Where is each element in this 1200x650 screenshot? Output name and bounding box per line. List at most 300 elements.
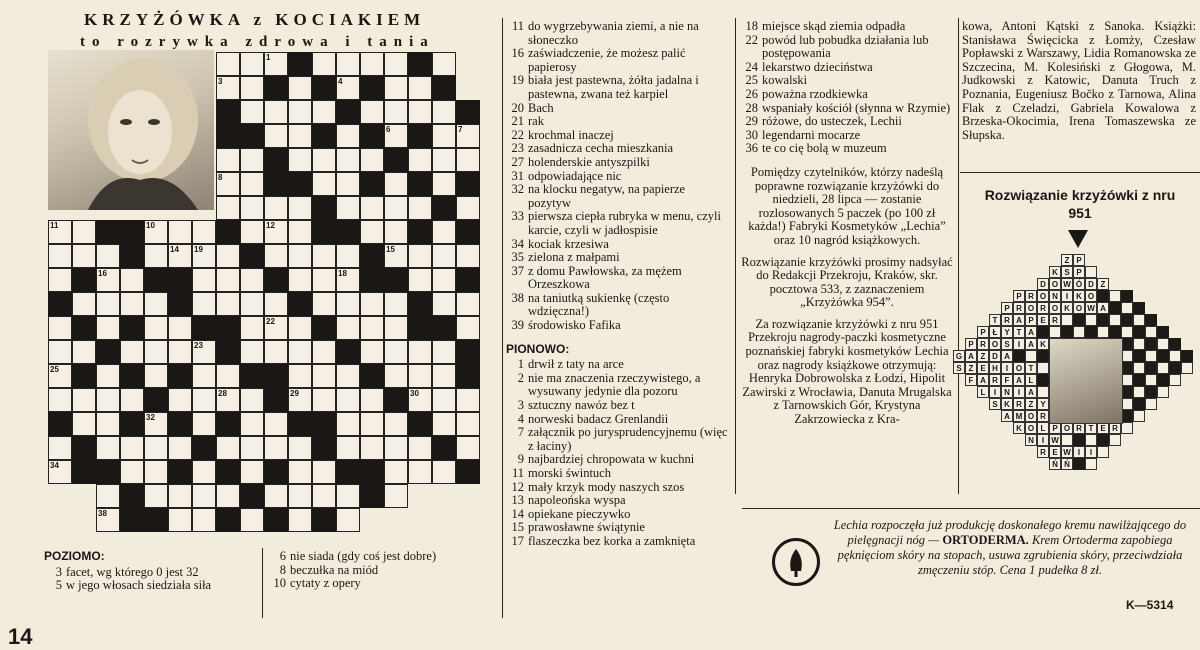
solution-cell: F <box>1001 374 1013 386</box>
crossword-cell[interactable] <box>72 220 96 244</box>
crossword-cell[interactable] <box>216 268 240 292</box>
clue-number: 6 <box>279 549 286 563</box>
crossword-cell[interactable] <box>48 340 72 364</box>
solution-cell: O <box>989 338 1001 350</box>
crossword-cell[interactable] <box>72 244 96 268</box>
crossword-block <box>120 412 144 436</box>
solution-cell: Z <box>1025 398 1037 410</box>
crossword-cell[interactable] <box>120 268 144 292</box>
solution-cell: O <box>1025 422 1037 434</box>
crossword-cell[interactable] <box>144 484 168 508</box>
column-divider <box>502 18 503 618</box>
crossword-cell[interactable] <box>288 100 312 124</box>
crossword-cell[interactable] <box>384 364 408 388</box>
crossword-cell[interactable] <box>288 196 312 220</box>
crossword-block <box>336 460 360 484</box>
clue-text: facet, wg którego 0 jest 32 <box>66 564 199 579</box>
crossword-cell[interactable] <box>48 388 72 412</box>
clue-item <box>506 142 730 156</box>
crossword-cell[interactable] <box>456 124 480 148</box>
crossword-cell[interactable] <box>240 460 264 484</box>
crossword-cell[interactable] <box>288 460 312 484</box>
crossword-cell[interactable] <box>336 244 360 268</box>
crossword-cell[interactable] <box>384 196 408 220</box>
crossword-cell[interactable] <box>240 340 264 364</box>
crossword-cell[interactable] <box>312 100 336 124</box>
crossword-cell[interactable] <box>336 484 360 508</box>
crossword-cell[interactable] <box>240 268 264 292</box>
crossword-cell[interactable] <box>456 244 480 268</box>
crossword-cell[interactable] <box>432 268 456 292</box>
crossword-cell[interactable] <box>360 388 384 412</box>
crossword-cell[interactable] <box>120 340 144 364</box>
crossword-cell[interactable] <box>336 148 360 172</box>
clue-number: 11 <box>511 466 524 480</box>
crossword-block <box>48 292 72 316</box>
solution-cell: I <box>1073 446 1085 458</box>
crossword-cell[interactable] <box>216 436 240 460</box>
crossword-block <box>360 244 384 268</box>
crossword-cell[interactable] <box>240 292 264 316</box>
crossword-cell[interactable] <box>192 340 216 364</box>
crossword-cell[interactable] <box>336 508 360 532</box>
crossword-cell[interactable] <box>72 292 96 316</box>
clue-text: Bach <box>528 100 554 115</box>
crossword-block <box>312 412 336 436</box>
crossword-cell[interactable] <box>96 412 120 436</box>
crossword-cell[interactable] <box>360 292 384 316</box>
crossword-cell[interactable] <box>216 172 240 196</box>
crossword-cell[interactable] <box>264 244 288 268</box>
crossword-cell[interactable] <box>336 292 360 316</box>
crossword-cell[interactable] <box>384 460 408 484</box>
solution-cell: P <box>1013 290 1025 302</box>
crossword-cell[interactable] <box>408 244 432 268</box>
crossword-cell[interactable] <box>336 124 360 148</box>
crossword-cell[interactable] <box>408 268 432 292</box>
crossword-cell[interactable] <box>408 388 432 412</box>
crossword-block <box>216 412 240 436</box>
crossword-cell[interactable] <box>96 436 120 460</box>
crossword-cell[interactable] <box>312 268 336 292</box>
crossword-cell[interactable] <box>216 388 240 412</box>
crossword-cell[interactable] <box>408 76 432 100</box>
crossword-cell[interactable] <box>96 268 120 292</box>
crossword-cell[interactable] <box>288 316 312 340</box>
crossword-cell[interactable] <box>384 484 408 508</box>
solution-cell: L <box>1037 422 1049 434</box>
crossword-cell[interactable] <box>288 268 312 292</box>
crossword-cell[interactable] <box>288 124 312 148</box>
crossword-cell[interactable] <box>288 508 312 532</box>
crossword-cell[interactable] <box>48 460 72 484</box>
crossword-cell[interactable] <box>168 484 192 508</box>
crossword-cell[interactable] <box>120 388 144 412</box>
crossword-cell[interactable] <box>96 508 120 532</box>
solution-cell <box>1169 350 1181 362</box>
clue-item <box>506 183 730 210</box>
crossword-cell[interactable] <box>240 316 264 340</box>
crossword-cell[interactable] <box>168 508 192 532</box>
crossword-cell[interactable] <box>384 100 408 124</box>
crossword-cell[interactable] <box>264 292 288 316</box>
crossword-cell[interactable] <box>384 220 408 244</box>
crossword-cell[interactable] <box>216 292 240 316</box>
crossword-cell[interactable] <box>384 244 408 268</box>
crossword-cell[interactable] <box>432 100 456 124</box>
crossword-cell[interactable] <box>216 196 240 220</box>
crossword-cell[interactable] <box>168 316 192 340</box>
crossword-cell[interactable] <box>216 76 240 100</box>
clue-item <box>506 292 730 319</box>
clue-text: prawosławne świątynie <box>528 520 645 535</box>
solution-cell <box>1157 338 1169 350</box>
crossword-cell[interactable] <box>432 388 456 412</box>
crossword-cell[interactable] <box>312 52 336 76</box>
clue-number: 2 <box>517 370 524 385</box>
crossword-cell[interactable] <box>360 412 384 436</box>
crossword-cell[interactable] <box>240 196 264 220</box>
crossword-cell[interactable] <box>48 364 72 388</box>
crossword-block <box>408 316 432 340</box>
crossword-cell[interactable] <box>264 124 288 148</box>
winners-list: Za rozwiązanie krzyżówki z nru 951 Przekroju nagrody-paczki kosmetyczne poznańskiej fabryki kosmetyków Lechia oraz nagrody książkowe otrzymują: Henryka Dobrowolska z Łodzi, Hipolit Zawirski z Wrocławia, Danuta Mrugalska z Tarnowskich Gór, Krystyna Zakrzowiecka z Kra- <box>742 316 952 427</box>
crossword-cell[interactable] <box>432 412 456 436</box>
crossword-cell[interactable] <box>240 508 264 532</box>
crossword-cell[interactable] <box>288 244 312 268</box>
cell-number: 10 <box>146 221 155 230</box>
crossword-cell[interactable] <box>264 100 288 124</box>
crossword-cell[interactable] <box>432 124 456 148</box>
crossword-block <box>144 388 168 412</box>
crossword-cell[interactable] <box>432 172 456 196</box>
solution-cell <box>1109 290 1121 302</box>
crossword-cell[interactable] <box>72 388 96 412</box>
crossword-cell[interactable] <box>96 292 120 316</box>
crossword-cell[interactable] <box>336 412 360 436</box>
crossword-cell[interactable] <box>144 316 168 340</box>
crossword-cell[interactable] <box>408 196 432 220</box>
cell-number: 8 <box>218 173 223 182</box>
crossword-cell[interactable] <box>360 316 384 340</box>
crossword-cell[interactable] <box>216 484 240 508</box>
crossword-block <box>72 268 96 292</box>
crossword-cell[interactable] <box>288 220 312 244</box>
crossword-block <box>120 244 144 268</box>
clue-number: 33 <box>511 209 524 224</box>
crossword-cell[interactable] <box>48 268 72 292</box>
crossword-cell[interactable] <box>192 220 216 244</box>
crossword-cell[interactable] <box>360 100 384 124</box>
crossword-cell[interactable] <box>288 148 312 172</box>
clue-item <box>506 494 730 508</box>
clue-number: 14 <box>511 506 524 521</box>
solution-cell: O <box>1073 302 1085 314</box>
crossword-cell[interactable] <box>192 268 216 292</box>
crossword-block <box>408 412 432 436</box>
crossword-cell[interactable] <box>48 436 72 460</box>
crossword-cell[interactable] <box>384 436 408 460</box>
crossword-block <box>216 124 240 148</box>
crossword-cell[interactable] <box>192 508 216 532</box>
crossword-cell[interactable] <box>168 436 192 460</box>
crossword-cell[interactable] <box>360 196 384 220</box>
crossword-cell[interactable] <box>432 460 456 484</box>
crossword-cell[interactable] <box>432 244 456 268</box>
crossword-cell[interactable] <box>336 196 360 220</box>
crossword-cell[interactable] <box>192 292 216 316</box>
crossword-cell[interactable] <box>360 52 384 76</box>
solution-cell: O <box>1025 302 1037 314</box>
crossword-cell[interactable] <box>48 220 72 244</box>
crossword-block <box>216 316 240 340</box>
crossword-cell[interactable] <box>336 172 360 196</box>
crossword-block <box>360 484 384 508</box>
crossword-cell[interactable] <box>216 52 240 76</box>
crossword-cell[interactable] <box>312 364 336 388</box>
solution-block <box>1133 374 1145 386</box>
crossword-cell[interactable] <box>264 484 288 508</box>
crossword-cell[interactable] <box>144 292 168 316</box>
crossword-cell[interactable] <box>120 292 144 316</box>
crossword-cell[interactable] <box>456 196 480 220</box>
crossword-cell[interactable] <box>312 244 336 268</box>
solution-cell: R <box>1001 314 1013 326</box>
crossword-cell[interactable] <box>432 292 456 316</box>
solution-cell: E <box>1097 422 1109 434</box>
clue-text: różowe, do usteczek, Lechii <box>762 114 902 129</box>
clue-number: 29 <box>745 114 758 129</box>
solution-cell: Z <box>977 350 989 362</box>
crossword-cell[interactable] <box>432 364 456 388</box>
solution-cell: R <box>977 338 989 350</box>
crossword-cell[interactable] <box>264 196 288 220</box>
crossword-cell[interactable] <box>264 436 288 460</box>
crossword-cell[interactable] <box>408 460 432 484</box>
crossword-cell[interactable] <box>264 316 288 340</box>
crossword-cell[interactable] <box>432 340 456 364</box>
crossword-cell[interactable] <box>384 340 408 364</box>
crossword-cell[interactable] <box>312 460 336 484</box>
crossword-cell[interactable] <box>240 172 264 196</box>
crossword-cell[interactable] <box>408 436 432 460</box>
solution-cell: S <box>1001 338 1013 350</box>
cell-number: 4 <box>338 77 343 86</box>
solution-cell <box>1037 362 1049 374</box>
crossword-cell[interactable] <box>336 388 360 412</box>
crossword-cell[interactable] <box>144 436 168 460</box>
crossword-cell[interactable] <box>456 436 480 460</box>
column-divider <box>735 18 736 494</box>
crossword-cell[interactable] <box>144 220 168 244</box>
solution-cell: R <box>989 374 1001 386</box>
crossword-cell[interactable] <box>288 340 312 364</box>
crossword-cell[interactable] <box>72 340 96 364</box>
crossword-cell[interactable] <box>144 244 168 268</box>
solution-cell: O <box>1049 302 1061 314</box>
crossword-cell[interactable] <box>192 460 216 484</box>
solution-cell: Ń <box>1049 458 1061 470</box>
crossword-cell[interactable] <box>360 148 384 172</box>
crossword-cell[interactable] <box>408 364 432 388</box>
page-number: 14 <box>8 624 33 649</box>
clue-text: cytaty z opery <box>290 576 361 591</box>
crossword-cell[interactable] <box>192 484 216 508</box>
clue-number: 23 <box>511 141 524 156</box>
crossword-cell[interactable] <box>192 388 216 412</box>
crossword-cell[interactable] <box>192 364 216 388</box>
crossword-block <box>360 76 384 100</box>
crossword-cell[interactable] <box>264 220 288 244</box>
crossword-cell[interactable] <box>336 436 360 460</box>
crossword-cell[interactable] <box>384 76 408 100</box>
solution-cell <box>1169 374 1181 386</box>
clue-number: 3 <box>55 564 62 579</box>
crossword-cell[interactable] <box>360 220 384 244</box>
clue-text: morski świntuch <box>528 466 611 480</box>
cell-number: 28 <box>218 389 227 398</box>
crossword-block <box>312 436 336 460</box>
crossword-cell[interactable] <box>240 436 264 460</box>
crossword-cell[interactable] <box>336 364 360 388</box>
crossword-cell[interactable] <box>312 388 336 412</box>
crossword-cell[interactable] <box>216 364 240 388</box>
clue-number: 34 <box>511 236 524 251</box>
crossword-block <box>264 76 288 100</box>
crossword-cell[interactable] <box>96 364 120 388</box>
crossword-cell[interactable] <box>456 316 480 340</box>
solution-cell: I <box>1037 434 1049 446</box>
crossword-cell[interactable] <box>456 388 480 412</box>
solution-cell: A <box>1001 410 1013 422</box>
crossword-cell[interactable] <box>144 340 168 364</box>
crossword-cell[interactable] <box>48 316 72 340</box>
crossword-cell[interactable] <box>240 100 264 124</box>
clue-item <box>268 564 498 578</box>
crossword-cell[interactable] <box>144 412 168 436</box>
crossword-block <box>336 100 360 124</box>
crossword-block <box>264 268 288 292</box>
clue-item <box>506 521 730 535</box>
solution-cell <box>1133 314 1145 326</box>
crossword-cell[interactable] <box>120 436 144 460</box>
crossword-cell[interactable] <box>264 340 288 364</box>
crossword-cell[interactable] <box>384 52 408 76</box>
crossword-cell[interactable] <box>456 292 480 316</box>
crossword-cell[interactable] <box>312 484 336 508</box>
crossword-cell[interactable] <box>408 148 432 172</box>
crossword-cell[interactable] <box>72 412 96 436</box>
crossword-cell[interactable] <box>336 268 360 292</box>
crossword-block <box>288 172 312 196</box>
clue-text: legendarni mocarze <box>762 127 861 142</box>
crossword-cell[interactable] <box>336 76 360 100</box>
crossword-cell[interactable] <box>456 148 480 172</box>
clue-text: na klocku negatyw, na papierze pozytyw <box>528 182 686 210</box>
clue-number: 8 <box>279 562 286 577</box>
crossword-cell[interactable] <box>216 244 240 268</box>
crossword-cell[interactable] <box>384 316 408 340</box>
solution-cell <box>1097 326 1109 338</box>
cell-number: 3 <box>218 77 223 86</box>
crossword-cell[interactable] <box>312 148 336 172</box>
crossword-cell[interactable] <box>288 484 312 508</box>
crossword-cell[interactable] <box>96 484 120 508</box>
crossword-cell[interactable] <box>96 244 120 268</box>
cell-number: 30 <box>410 389 419 398</box>
crossword-cell[interactable] <box>168 340 192 364</box>
crossword-cell[interactable] <box>264 52 288 76</box>
crossword-cell[interactable] <box>144 460 168 484</box>
clue-item <box>506 251 730 265</box>
solution-cell <box>1145 374 1157 386</box>
crossword-cell[interactable] <box>192 412 216 436</box>
crossword-cell[interactable] <box>168 388 192 412</box>
crossword-cell[interactable] <box>288 76 312 100</box>
crossword-cell[interactable] <box>408 340 432 364</box>
crossword-cell[interactable] <box>408 100 432 124</box>
crossword-cell[interactable] <box>240 388 264 412</box>
solution-cell: W <box>1061 446 1073 458</box>
crossword-cell[interactable] <box>432 220 456 244</box>
crossword-cell[interactable] <box>312 172 336 196</box>
cell-number: 29 <box>290 389 299 398</box>
crossword-cell[interactable] <box>240 76 264 100</box>
crossword-cell[interactable] <box>264 412 288 436</box>
clue-item <box>506 170 730 184</box>
solution-cell: S <box>989 398 1001 410</box>
crossword-cell[interactable] <box>192 244 216 268</box>
crossword-cell[interactable] <box>384 412 408 436</box>
crossword-cell[interactable] <box>216 148 240 172</box>
crossword-cell[interactable] <box>312 340 336 364</box>
crossword-cell[interactable] <box>432 148 456 172</box>
crossword-cell[interactable] <box>312 292 336 316</box>
crossword-cell[interactable] <box>240 148 264 172</box>
crossword-cell[interactable] <box>288 388 312 412</box>
crossword-cell[interactable] <box>456 412 480 436</box>
crossword-cell[interactable] <box>384 292 408 316</box>
crossword-cell[interactable] <box>240 52 264 76</box>
crossword-cell[interactable] <box>360 436 384 460</box>
crossword-block <box>216 460 240 484</box>
solution-cell <box>1025 350 1037 362</box>
crossword-cell[interactable] <box>360 340 384 364</box>
crossword-cell[interactable] <box>240 412 264 436</box>
solution-cell: K <box>1049 266 1061 278</box>
solution-photo <box>1049 338 1123 424</box>
crossword-cell[interactable] <box>168 220 192 244</box>
crossword-cell[interactable] <box>384 172 408 196</box>
crossword-cell[interactable] <box>288 364 312 388</box>
crossword-cell[interactable] <box>96 316 120 340</box>
crossword-cell[interactable] <box>120 460 144 484</box>
crossword-cell[interactable] <box>240 220 264 244</box>
solution-block <box>1145 386 1157 398</box>
crossword-cell[interactable] <box>96 388 120 412</box>
crossword-cell[interactable] <box>48 244 72 268</box>
solution-cell: R <box>1013 302 1025 314</box>
crossword-cell[interactable] <box>144 364 168 388</box>
crossword-cell[interactable] <box>384 124 408 148</box>
crossword-cell[interactable] <box>288 436 312 460</box>
crossword-cell[interactable] <box>336 52 360 76</box>
crossword-cell[interactable] <box>432 52 456 76</box>
crossword-cell[interactable] <box>168 244 192 268</box>
ad-brand: ORTODERMA. <box>942 533 1029 547</box>
solution-cell: O <box>1085 290 1097 302</box>
crossword-cell[interactable] <box>336 316 360 340</box>
